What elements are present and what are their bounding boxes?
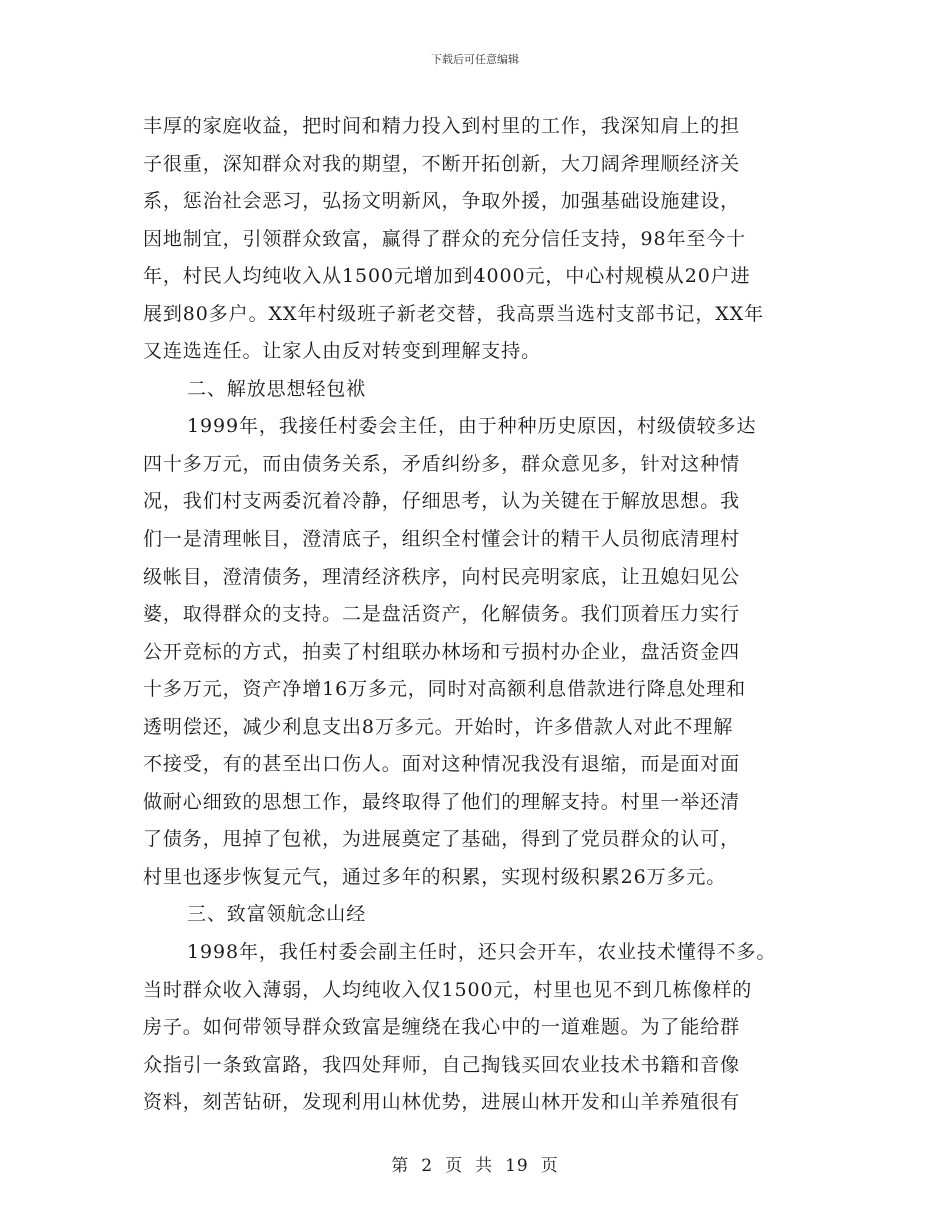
body-line: 们一是清理帐目，澄清底子，组织全村懂会计的精干人员彻底清理村 [143,528,741,551]
body-line: 众指引一条致富路，我四处拜师，自己掏钱买回农业技术书籍和音像 [143,1053,741,1076]
body-line: 年，村民人均纯收入从1500元增加到4000元，中心村规模从20户进 [143,265,751,288]
body-line: 况，我们村支两委沉着冷静，仔细思考，认为关键在于解放思想。我 [143,490,741,513]
body-line: 四十多万元，而由债务关系，矛盾纠纷多，群众意见多，针对这种情 [143,452,741,475]
body-line: 当时群众收入薄弱，人均纯收入仅1500元，村里也见不到几栋像样的 [143,978,753,1001]
body-line: 房子。如何带领导群众致富是缠绕在我心中的一道难题。为了能给群 [143,1016,741,1039]
document-body [143,108,823,1122]
body-line: 丰厚的家庭收益，把时间和精力投入到村里的工作，我深知肩上的担 [143,115,741,137]
page-footer [0,1155,950,1177]
body-line: 因地制宜，引领群众致富，赢得了群众的充分信任支持，98年至今十 [143,227,747,250]
total-pages-number: 19 [505,1156,529,1176]
body-line: 级帐目，澄清债务，理清经济秩序，向村民亮明家底，让丑媳妇见公 [143,565,741,588]
body-line: 展到80多户。XX年村级班子新老交替，我高票当选村支部书记，XX年 [143,302,764,325]
body-line: 做耐心细致的思想工作，最终取得了他们的理解支持。村里一举还清 [143,790,741,813]
body-line: 婆，取得群众的支持。二是盘活资产，化解债务。我们顶着压力实行 [143,603,741,626]
total-label: 共 [475,1156,494,1176]
body-line: 村里也逐步恢复元气，通过多年的积累，实现村级积累26万多元。 [143,865,727,888]
current-page-number: 2 [421,1156,434,1176]
paragraph-first-line: 1999年，我接任村委会主任，由于种种历史原因，村级债较多达 [187,415,757,438]
body-line: 又连选连任。让家人由反对转变到理解支持。 [143,340,542,363]
page-label-suffix: 页 [540,1156,559,1176]
body-line: 系，惩治社会恶习，弘扬文明新风，争取外援，加强基础设施建设， [143,190,741,213]
body-line: 公开竞标的方式，拍卖了村组联办林场和亏损村办企业，盘活资金四 [143,640,741,663]
paragraph-first-line: 1998年，我任村委会副主任时，还只会开车，农业技术懂得不多。 [187,941,777,964]
page-label-prefix: 第 [391,1156,410,1176]
body-line: 十多万元，资产净增16万多元，同时对高额利息借款进行降息处理和 [143,678,747,701]
body-line: 透明偿还，减少利息支出8万多元。开始时，许多借款人对此不理解 [143,715,734,738]
body-line: 资料，刻苦钻研，发现利用山林优势，进展山林开发和山羊养殖很有 [143,1091,741,1114]
body-line: 不接受，有的甚至出口伤人。面对这种情况我没有退缩，而是面对面 [143,753,741,776]
section-heading: 二、解放思想轻包袱 [187,377,367,400]
body-line: 了债务，甩掉了包袱，为进展奠定了基础，得到了党员群众的认可， [143,828,741,851]
page-label-mid: 页 [445,1156,464,1176]
page-header-note: 下载后可任意编辑 [431,53,519,66]
section-heading: 三、致富领航念山经 [187,903,367,926]
body-line: 子很重，深知群众对我的期望，不断开拓创新，大刀阔斧理顺经济关 [143,152,741,175]
